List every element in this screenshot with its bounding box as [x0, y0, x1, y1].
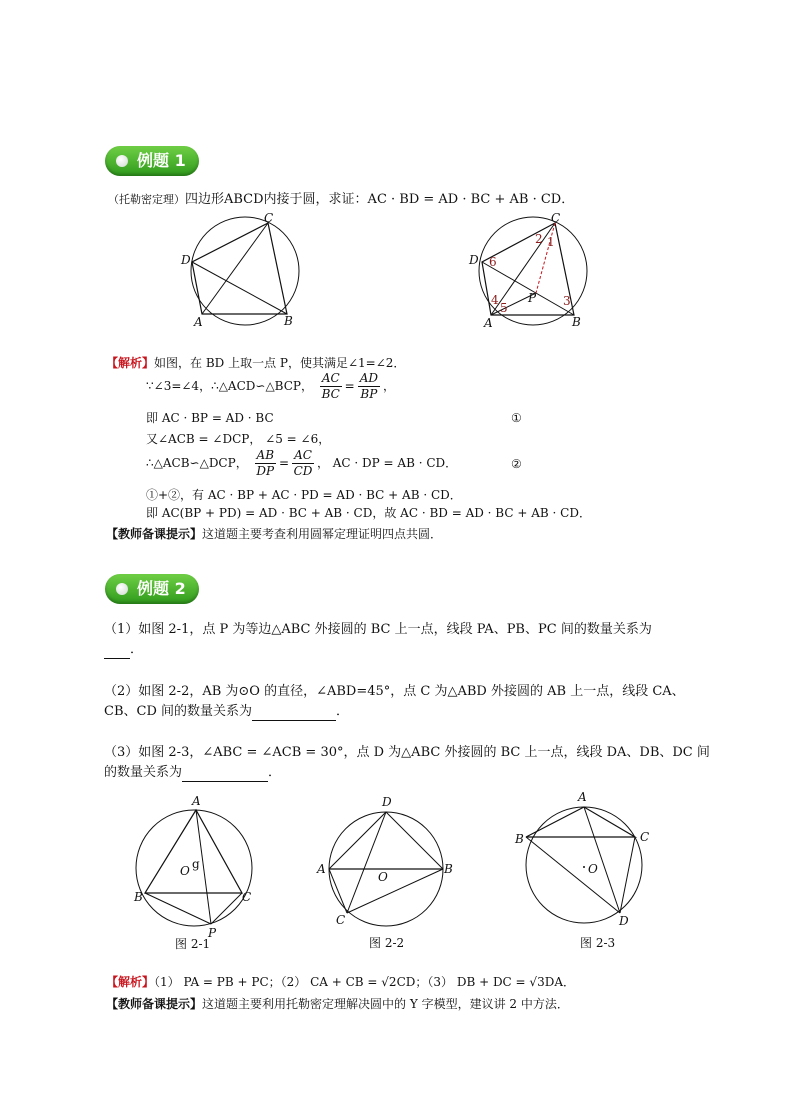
figure-2-2: [316, 793, 456, 955]
problem-source: （托勒密定理）: [108, 193, 185, 206]
numerator: AC: [321, 371, 340, 385]
triangle-abc: [526, 807, 635, 837]
question-2-line-2: [104, 703, 349, 721]
label-c: C: [640, 830, 650, 844]
label-a: A: [194, 315, 203, 329]
solution-1-line-5: [146, 448, 457, 479]
segment-bd: [386, 812, 443, 869]
diagonal-ac: [202, 223, 268, 314]
label-p: P: [528, 291, 537, 305]
denominator: CD: [293, 464, 313, 478]
segment-ad: [584, 807, 620, 913]
label-b: B: [134, 890, 143, 904]
solution-text: ∴△ACB∽△DCP，: [146, 456, 248, 470]
solution-tag: 【解析】: [106, 975, 155, 989]
tip-tag: 【教师备课提示】: [106, 997, 203, 1011]
question-1-line-2: [104, 641, 143, 659]
label-d: D: [469, 253, 479, 267]
label-c: C: [336, 913, 346, 927]
caption: 图 2-2: [369, 936, 405, 950]
center-point: [583, 866, 585, 868]
solution-1-line-3: 即 AC · BP = AD · BC: [146, 411, 274, 425]
period: ．: [336, 704, 350, 719]
tip-text: 这道题主要利用托勒密定理解决圆中的 Y 字模型，建议讲 2 中方法．: [202, 997, 569, 1011]
segment-pb: [145, 893, 211, 924]
period: ．: [268, 765, 282, 780]
label-a: A: [578, 790, 587, 804]
angle-3-label: 3: [563, 294, 571, 308]
fraction-ac-bc: [320, 371, 342, 402]
question-3-line-1: （3）如图 2-3，∠ABC = ∠ACB = 30°，点 D 为△ABC 外接圆的 BC 上一点，线段 DA、DB、DC 间: [104, 745, 710, 760]
answer-blank-1: [104, 658, 130, 659]
solution-1-line-4: 又∠ACB = ∠DCP， ∠5 = ∠6，: [146, 432, 331, 446]
segment-cd: [620, 837, 635, 913]
label-b: B: [284, 314, 293, 328]
caption: 图 2-3: [580, 936, 616, 950]
denominator: BP: [360, 387, 378, 401]
solution-1-line-6: ①+②，有 AC · BP + AC · PD = AD · BC + AB · CD．: [146, 488, 462, 502]
label-d: D: [382, 795, 392, 809]
label-o: O: [180, 864, 190, 878]
answer-blank-2: [252, 720, 336, 721]
question-text: 的数量关系为: [104, 765, 183, 780]
label-a: A: [484, 316, 493, 330]
period: ．: [130, 642, 144, 657]
label-a: A: [317, 862, 326, 876]
figure-2-3: [512, 787, 662, 955]
caption: 图 2-1: [175, 937, 211, 951]
denominator: DP: [256, 464, 275, 478]
angle-4-label: 4: [491, 293, 499, 307]
label-b: B: [515, 832, 524, 846]
example-2-badge: [105, 574, 199, 604]
equation-marker-1: ①: [511, 411, 522, 425]
question-1-line-1: （1）如图 2-1，点 P 为等边△ABC 外接圆的 BC 上一点，线段 PA、PB、PC 间的数量关系为: [104, 622, 652, 637]
fraction-ad-bp: [358, 371, 380, 402]
example-1-badge-label: 例题 1: [137, 151, 186, 170]
bullet-icon: [116, 583, 128, 595]
equals: =: [279, 456, 290, 470]
diagonal-bd: [192, 262, 287, 314]
label-p: P: [208, 926, 217, 940]
tip-tag: 【教师备课提示】: [106, 527, 203, 541]
diagonal-bd: [482, 262, 574, 315]
solution-text: 如图，在 BD 上取一点 P，使其满足∠1=∠2．: [154, 356, 406, 370]
solution-text: （1） PA = PB + PC；（2） CA + CB = √2CD；（3） DB + DC = √3DA．: [154, 975, 575, 989]
angle-1-label: 1: [547, 235, 555, 249]
segment-bd: [526, 837, 620, 913]
fraction-ab-dp: [255, 448, 276, 479]
segment-ca: [329, 869, 347, 913]
numerator: AD: [359, 371, 379, 385]
triangle-abc: [145, 810, 242, 893]
solution-1-line-7: 即 AC(BP + PD) = AD · BC + AB · CD，故 AC · BD = AD · BC + AB · CD．: [146, 506, 591, 520]
label-b: B: [444, 862, 453, 876]
solution-text: ∵∠3=∠4，∴△ACD∽△BCP，: [146, 379, 313, 393]
label-a: A: [192, 794, 201, 808]
fraction-ac-cd: [292, 448, 314, 479]
question-text: CB、CD 间的数量关系为: [104, 704, 253, 719]
segment-pc: [211, 893, 242, 924]
label-b: B: [572, 315, 581, 329]
denominator: BC: [321, 387, 340, 401]
angle-2-label: 2: [535, 232, 543, 246]
label-c: C: [551, 212, 561, 225]
teacher-tip-1: [106, 526, 442, 542]
solution-1-line-1: [106, 355, 405, 371]
equals: =: [344, 379, 355, 393]
segment-ad: [329, 812, 386, 869]
example-1-badge: [105, 146, 199, 176]
numerator: AB: [256, 448, 275, 462]
circle: [191, 217, 299, 325]
angle-5-label: 5: [500, 301, 508, 315]
numerator: AC: [294, 448, 312, 462]
solution-1-line-2: [146, 371, 395, 402]
example-2-badge-label: 例题 2: [137, 579, 186, 598]
tip-text: 这道题主要考查利用圆幂定理证明四点共圆．: [202, 527, 443, 541]
comma: ，: [383, 379, 396, 393]
example-1-problem: [108, 191, 574, 209]
bullet-icon: [116, 155, 128, 167]
question-3-line-2: [104, 764, 281, 782]
label-o: O: [378, 870, 388, 884]
label-d: D: [181, 253, 191, 267]
circle: [526, 807, 642, 923]
question-2-line-1: （2）如图 2-2，AB 为⊙O 的直径，∠ABD=45°，点 C 为△ABD 外接圆的 AB 上一点，线段 CA、: [104, 684, 685, 699]
figure-ptolemy-plain: [178, 212, 318, 332]
quadrilateral-abcd: [192, 223, 287, 314]
problem-statement: 四边形ABCD内接于圆，求证：AC · BD = AD · BC + AB · CD．: [185, 192, 575, 207]
label-c: C: [264, 212, 274, 225]
label-o: O: [588, 862, 598, 876]
angle-6-label: 6: [489, 255, 497, 269]
solution-tag: 【解析】: [106, 356, 155, 370]
label-d: D: [619, 914, 629, 928]
label-c: C: [242, 890, 252, 904]
solution-2-line: [106, 974, 575, 990]
equation-marker-2: ②: [511, 457, 522, 471]
figure-2-1: [128, 790, 268, 955]
center-mark: g: [192, 857, 200, 871]
solution-text: ， AC · DP = AB · CD．: [316, 456, 458, 470]
teacher-tip-2: [106, 996, 569, 1012]
answer-blank-3: [182, 781, 268, 782]
figure-ptolemy-constructed: [465, 212, 605, 332]
